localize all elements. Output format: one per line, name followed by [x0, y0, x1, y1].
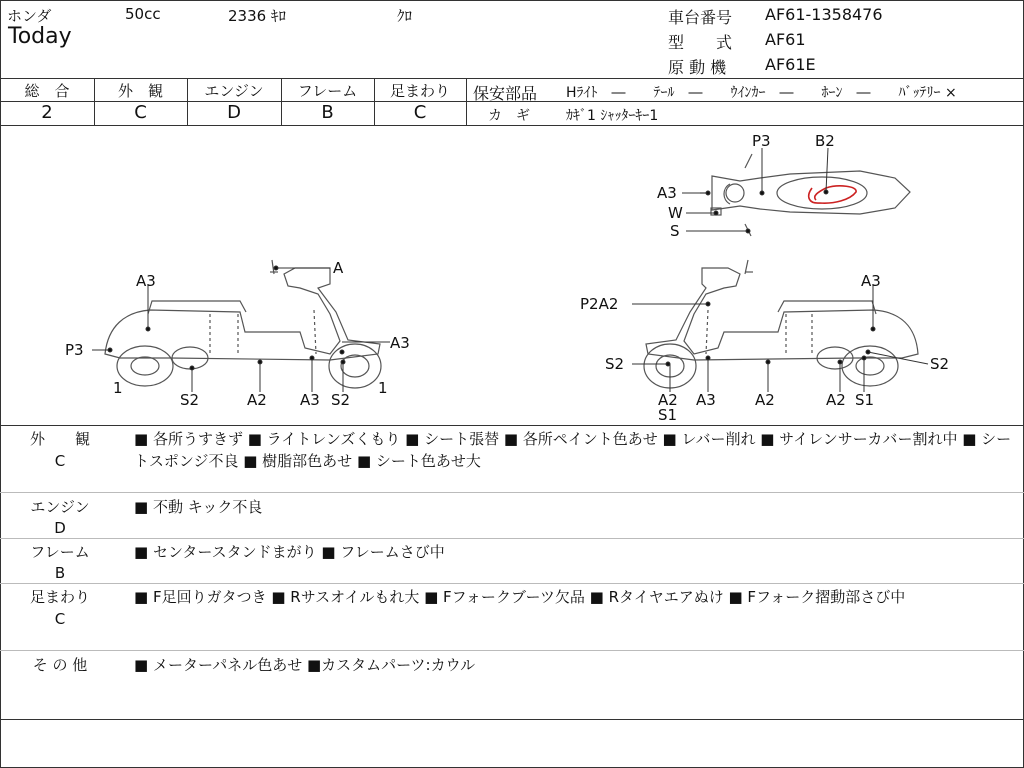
maker: ホンダ — [7, 7, 52, 25]
section-engine-grade: D — [54, 519, 66, 537]
label-a2-right-mid: A2 — [755, 391, 775, 409]
section-suspension-text: ■ F足回りガタつき ■ Rサスオイルもれ大 ■ Fフォークブーツ欠品 ■ Rタイヤエアぬけ ■ Fフォーク摺動部さび中 — [134, 588, 906, 606]
label-s2-left-rear: S2 — [180, 391, 200, 409]
key-value: ｶｷﾞ1 ｼｬｯﾀｰｷｰ1 — [566, 108, 659, 124]
section-other-text: ■ メーターパネル色あせ ■カスタムパーツ:カウル — [134, 656, 476, 674]
label-s1-right-front: S1 — [658, 406, 678, 424]
label-a3-right-bottom: A3 — [696, 391, 716, 409]
divider — [466, 78, 467, 125]
rating-frame-value: B — [321, 102, 334, 123]
engine-label: 原 動 機 — [668, 58, 727, 77]
label-p3-left: P3 — [65, 341, 84, 359]
label-s2-left-front: S2 — [331, 391, 351, 409]
model-name: Today — [8, 24, 72, 49]
displacement: 50cc — [125, 5, 161, 23]
label-p2a2: P2A2 — [580, 295, 619, 313]
divider — [0, 719, 1024, 720]
divider — [0, 650, 1024, 651]
divider — [0, 492, 1024, 493]
label-1-left-front: 1 — [378, 379, 388, 397]
label-a2-right-rear: A2 — [826, 391, 846, 409]
frame-no: AF61-1358476 — [765, 5, 883, 24]
label-w: W — [668, 204, 683, 222]
section-exterior-grade: C — [54, 452, 66, 470]
section-frame-title: フレーム — [30, 543, 90, 561]
rating-suspension-value: C — [413, 102, 427, 123]
section-exterior-text: ■ 各所うすきず ■ ライトレンズくもり ■ シート張替 ■ 各所ペイント色あせ ■ レバー削れ ■ サイレンサーカバー割れ中 ■ シートスポンジ不良 ■ 樹脂部色あせ ■ シート色あせ大 — [134, 430, 1012, 470]
rating-frame-label: フレーム — [297, 82, 358, 100]
damage-mark — [809, 186, 856, 203]
label-s1-right-rear: S1 — [855, 391, 875, 409]
divider — [0, 538, 1024, 539]
label-a3-left-bottom: A3 — [300, 391, 320, 409]
rating-total-label: 総 合 — [24, 82, 70, 100]
engine-value: AF61E — [765, 55, 816, 74]
section-exterior-title: 外 観 — [29, 430, 90, 448]
section-engine-text: ■ 不動 キック不良 — [134, 498, 263, 516]
label-s: S — [670, 222, 680, 240]
divider — [0, 583, 1024, 584]
label-a2-left: A2 — [247, 391, 267, 409]
section-other-title: そ の 他 — [32, 656, 88, 674]
label-s2-right-rear: S2 — [930, 355, 950, 373]
section-suspension-grade: C — [54, 610, 66, 628]
rating-suspension-label: 足まわり — [389, 82, 450, 100]
label-a3-left-front: A3 — [390, 334, 410, 352]
type-label: 型 式 — [668, 33, 733, 52]
type-value: AF61 — [765, 30, 806, 49]
rating-exterior-value: C — [134, 102, 147, 123]
color: ｸﾛ — [397, 7, 413, 25]
label-s2-right-front: S2 — [605, 355, 625, 373]
label-1-left-rear: 1 — [113, 379, 123, 397]
section-frame-text: ■ センタースタンドまがり ■ フレームさび中 — [134, 543, 445, 561]
label-a3-top: A3 — [657, 184, 677, 202]
safety-items: Hﾗｲﾄ ― ﾃｰﾙ ― ｳｲﾝｶｰ ― ﾎｰﾝ ― ﾊﾞｯﾃﾘｰ × — [566, 85, 957, 101]
damage-diagram — [0, 126, 1024, 424]
scooter-top-view — [700, 154, 910, 236]
mileage: 2336 ｷﾛ — [228, 7, 286, 25]
label-a2-right-front: A2 — [658, 391, 678, 409]
divider — [0, 78, 1024, 79]
divider — [0, 425, 1024, 426]
rating-engine-value: D — [227, 102, 241, 123]
rating-exterior-label: 外 観 — [117, 82, 163, 100]
label-a3-right-seat: A3 — [861, 272, 881, 290]
section-engine-title: エンジン — [30, 498, 90, 516]
key-label: カ ギ — [488, 108, 530, 124]
label-p3-top: P3 — [752, 132, 771, 150]
rating-total-value: 2 — [41, 102, 53, 123]
section-frame-grade: B — [54, 564, 66, 582]
section-suspension-title: 足まわり — [29, 588, 90, 606]
frame-no-label: 車台番号 — [668, 8, 733, 27]
label-b2: B2 — [815, 132, 835, 150]
safety-label: 保安部品 — [473, 84, 538, 103]
rating-engine-label: エンジン — [204, 82, 264, 100]
label-a3-left-seat: A3 — [136, 272, 156, 290]
label-a: A — [333, 259, 344, 277]
